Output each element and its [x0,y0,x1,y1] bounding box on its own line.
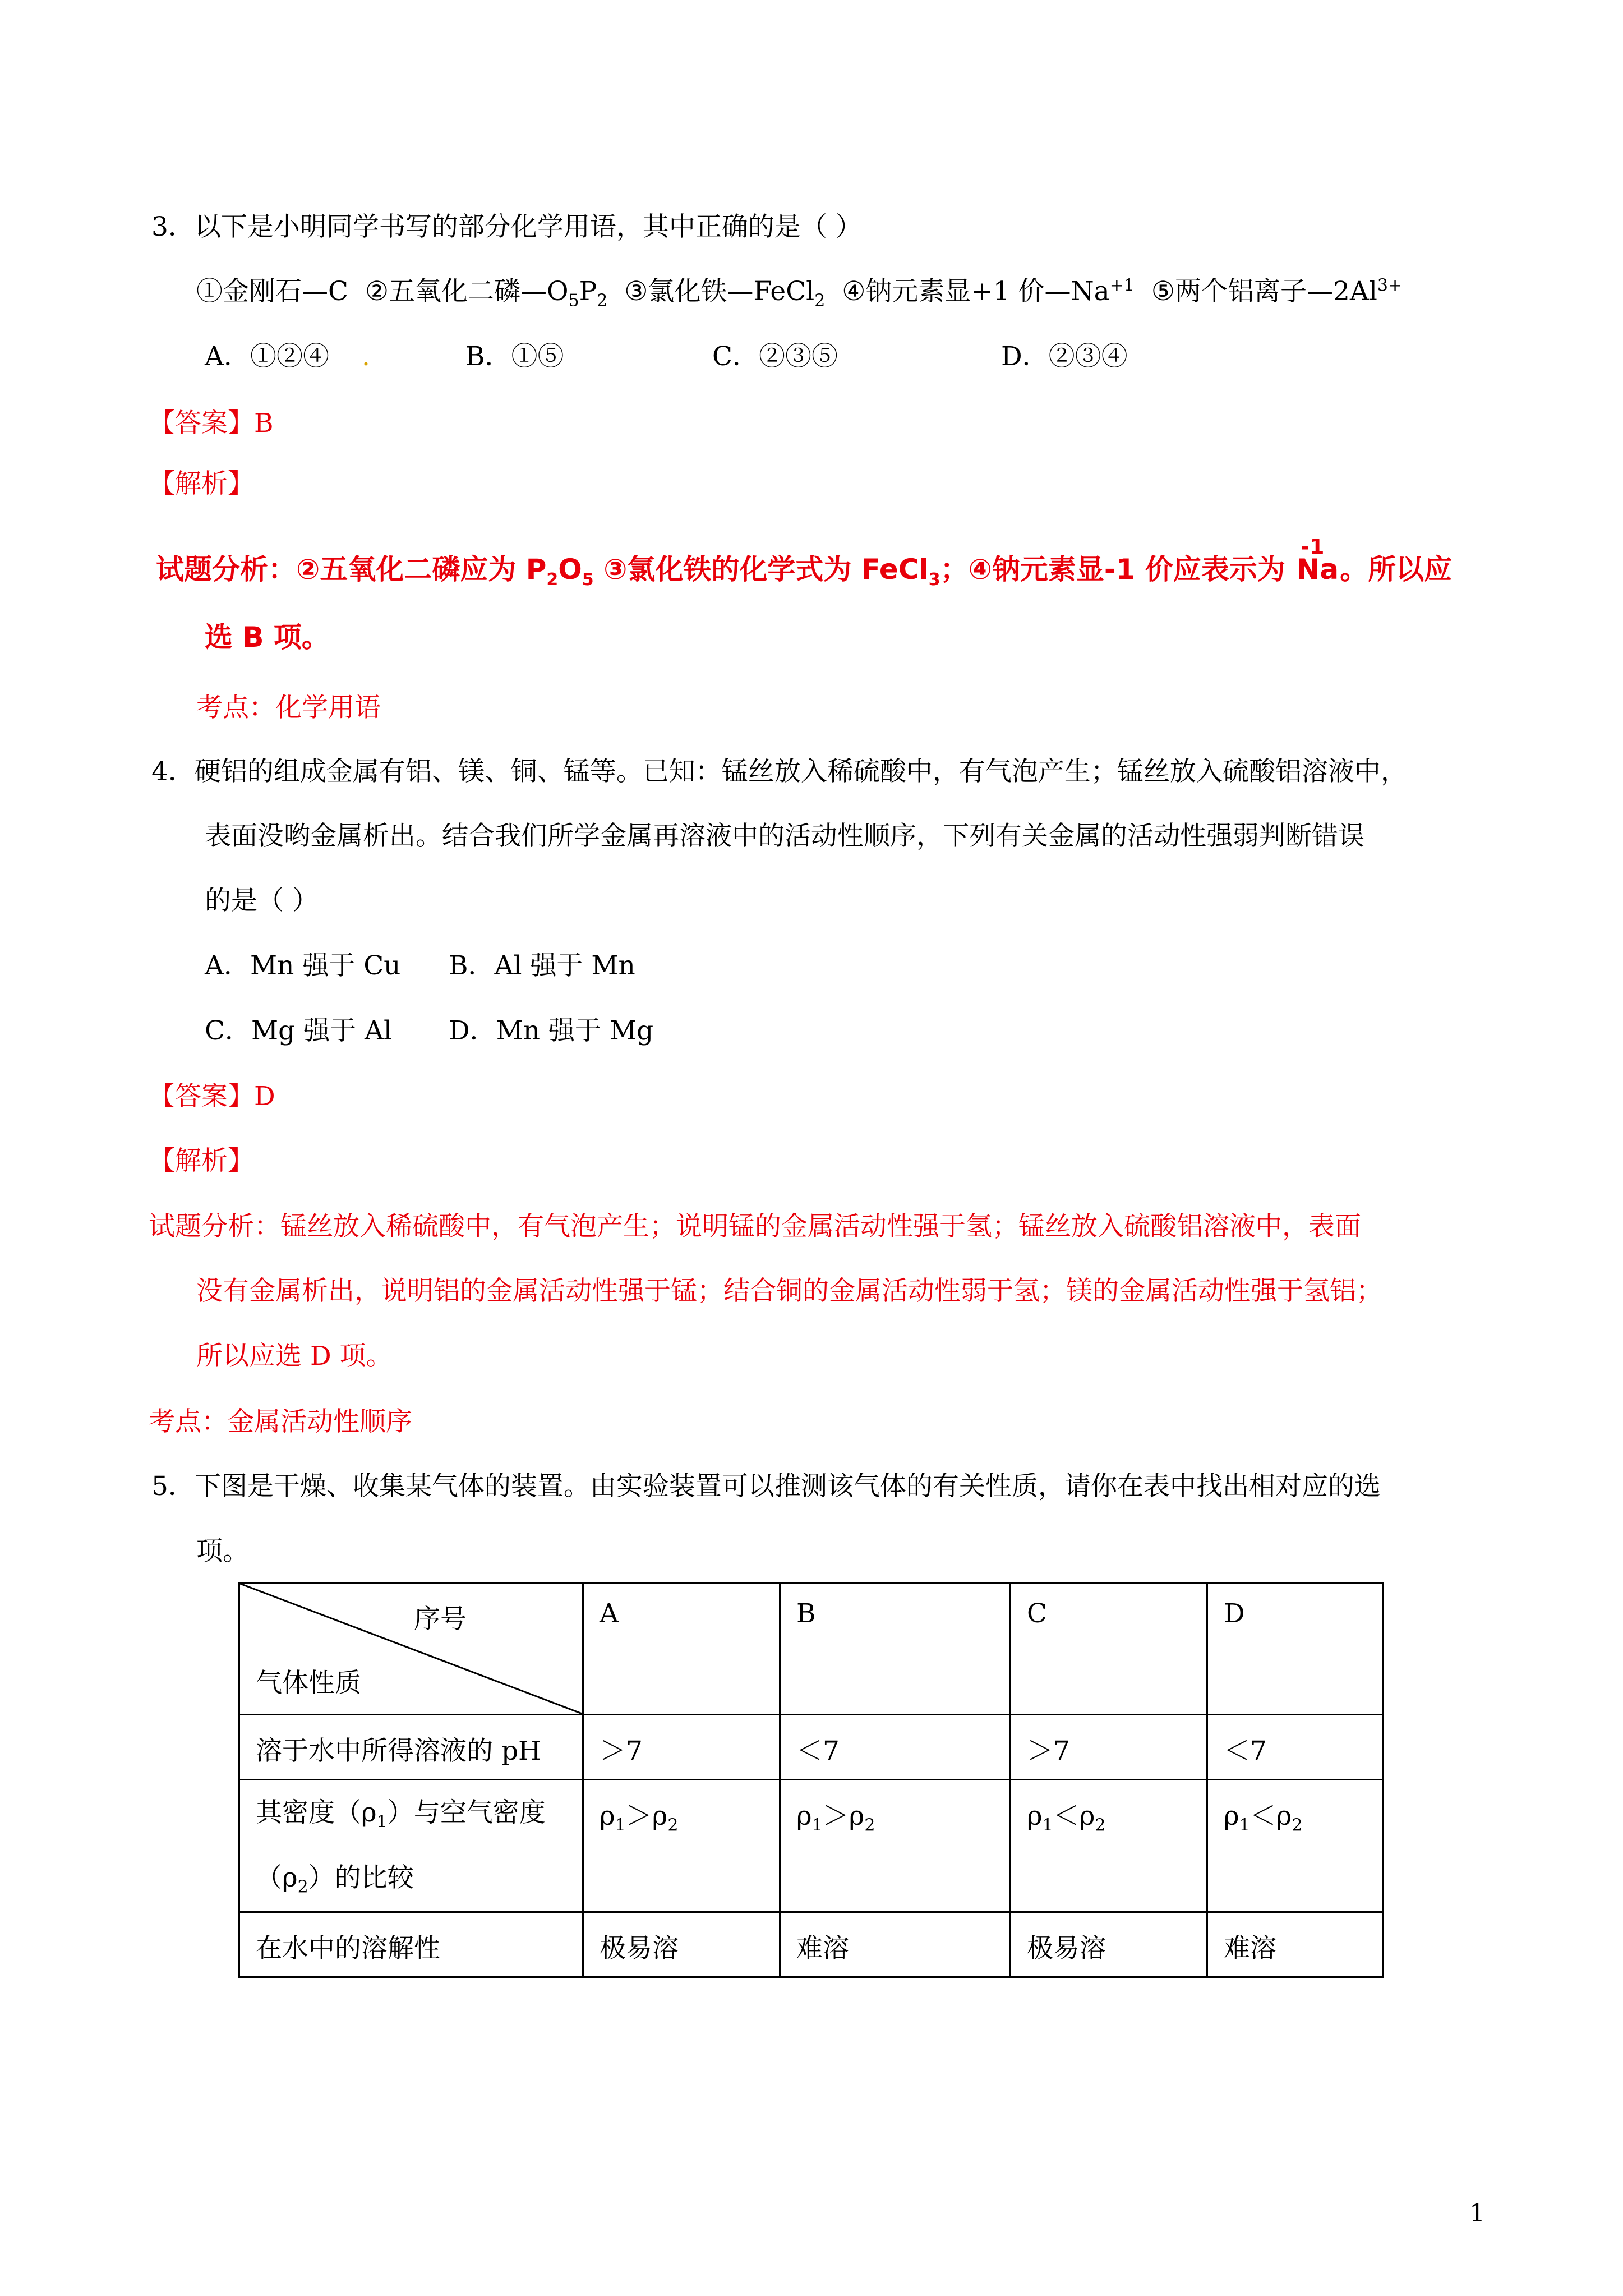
header-serial: 序号 [414,1604,467,1635]
q3-items: ①金刚石—C ②五氧化二磷$—O_5P_2$ ③氯化铁—FeCl$_2$ ④钠元素显+1 价$—Na^{+1}$ ⑤两个铝离子$—2Al^{3+}$ [196,275,1403,311]
q4-stem-line1: 4．硬铝的组成金属有铝、镁、铜、锰等。已知：锰丝放入稀硫酸中，有气泡产生；锰丝放入硫酸铝溶液中， [151,756,1407,787]
q5-stem-line1: 5．下图是干燥、收集某气体的装置。由实验装置可以推测该气体的有关性质，请你在表中找出相对应的选 [151,1471,1381,1502]
q3-analysis-line1: 试题分析：②五氧化二磷应为 $P_2O_5$ ③氯化铁的化学式为 FeCl$_3$；④钠元素显-1 价应表示为 -1 Na。所以应 [156,553,1452,586]
table-header-row [239,1583,1383,1715]
row-label-density: 其密度$(\rho_1)$与空气密度 $(\rho_2)$的比较 [239,1780,583,1912]
table-corner-cell [239,1583,583,1715]
cell-solubility-c: 极易溶 [1011,1912,1207,1977]
q4-option-b: B．Al 强于 Mn [449,950,635,981]
header-gas-property: 气体性质 [256,1668,361,1699]
cell-ph-c: ＞7 [1011,1715,1207,1780]
q3-option-c: C．②③⑤ [712,341,838,372]
col-header-b: B [780,1583,1011,1715]
q4-answer: 【答案】D [149,1081,275,1112]
q4-analysis-line3: 所以应选 D 项。 [196,1341,393,1372]
q4-analysis-line1: 试题分析：锰丝放入稀硫酸中，有气泡产生；说明锰的金属活动性强于氢；锰丝放入硫酸铝溶液中，表面 [149,1211,1361,1242]
gas-properties-table [238,1582,1384,1978]
q3-analysis-line2: 选 B 项。 [205,621,330,654]
q4-option-a: A．Mn 强于 Cu [205,950,401,981]
table-row [239,1715,1383,1780]
q3-kaodian: 考点：化学用语 [196,692,381,723]
q4-stem-line3: 的是（ ） [205,885,319,916]
q3-analysis-label: 【解析】 [149,468,254,499]
page-number: 1 [1469,2199,1485,2228]
table-row [239,1912,1383,1977]
cell-solubility-d: 难溶 [1207,1912,1383,1977]
q3-option-a: A．①②④ [205,341,329,372]
q4-stem-line2: 表面没哟金属析出。结合我们所学金属再溶液中的活动性顺序，下列有关金属的活动性强弱判断错误 [205,821,1364,852]
q3-option-b: B．①⑤ [465,341,564,372]
row-label-ph: 溶于水中所得溶液的 pH [239,1715,583,1780]
cell-density-c: $\rho_1<\rho_2$ [1011,1780,1207,1912]
q4-analysis-line2: 没有金属析出，说明铝的金属活动性强于锰；结合铜的金属活动性弱于氢；镁的金属活动性强于氢铝； [196,1276,1382,1306]
cell-ph-d: ＜7 [1207,1715,1383,1780]
q3-answer: 【答案】B [149,408,274,439]
cell-density-d: $\rho_1<\rho_2$ [1207,1780,1383,1912]
cell-solubility-a: 极易溶 [583,1912,780,1977]
q4-option-d: D．Mn 强于 Mg [449,1015,654,1046]
cell-density-b: $\rho_1>\rho_2$ [780,1780,1011,1912]
cell-ph-b: ＜7 [780,1715,1011,1780]
q4-option-c: C．Mg 强于 Al [205,1015,393,1046]
q5-stem-line2: 项。 [196,1536,249,1567]
col-header-a: A [583,1583,780,1715]
col-header-c: C [1011,1583,1207,1715]
cell-density-a: $\rho_1>\rho_2$ [583,1780,780,1912]
stray-dot: . [362,341,370,372]
q4-analysis-label: 【解析】 [149,1145,254,1176]
q3-option-d: D．②③④ [1001,341,1128,372]
q3-stem: 3．以下是小明同学书写的部分化学用语，其中正确的是（ ） [151,211,862,242]
row-label-solubility: 在水中的溶解性 [239,1912,583,1977]
q3-options [205,340,1128,374]
q4-kaodian: 考点：金属活动性顺序 [149,1406,412,1437]
na-charge: -1 [1301,535,1325,559]
col-header-d: D [1207,1583,1383,1715]
cell-solubility-b: 难溶 [780,1912,1011,1977]
table-row [239,1780,1383,1912]
cell-ph-a: ＞7 [583,1715,780,1780]
